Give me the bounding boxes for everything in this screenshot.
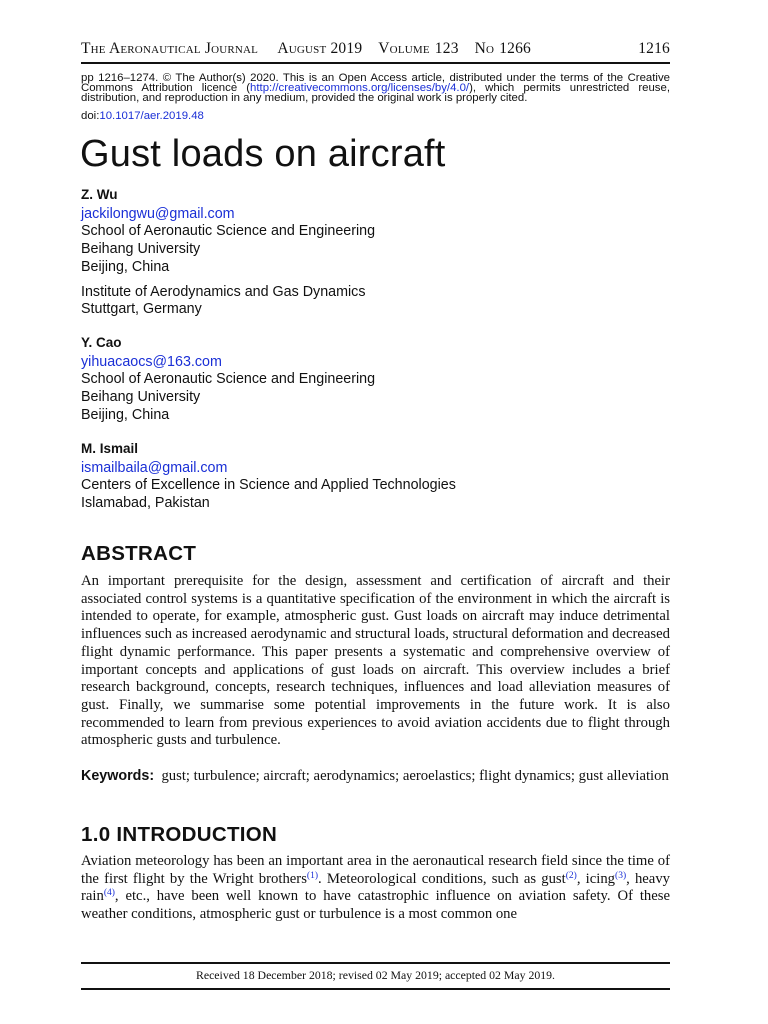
author-email[interactable]: ismailbaila@gmail.com — [81, 459, 228, 476]
footer-rule-bottom — [81, 988, 670, 990]
citation-link[interactable]: (2) — [565, 870, 577, 881]
running-header — [81, 40, 670, 58]
license-link[interactable]: http://creativecommons.org/licenses/by/4.0/ — [250, 82, 470, 95]
author-email[interactable]: jackilongwu@gmail.com — [81, 205, 235, 222]
header-rule — [81, 62, 670, 64]
keywords — [81, 768, 670, 786]
doi-link[interactable]: 10.1017/aer.2019.48 — [99, 110, 204, 122]
footer-rule-top — [81, 962, 670, 964]
affiliation-line: School of Aeronautic Science and Engineering — [81, 223, 376, 240]
doi-line — [81, 110, 204, 122]
received-dates: Received 18 December 2018; revised 02 May 2019; accepted 02 May 2019. — [195, 968, 556, 982]
issue-number: 1266 — [499, 40, 532, 57]
author-block-3 — [81, 440, 456, 513]
intro-text-run: , heavy rain — [81, 870, 671, 905]
introduction-text — [81, 853, 670, 924]
volume-number: 123 — [434, 40, 459, 57]
author-name: M. Ismail — [81, 441, 139, 456]
copyright-text-end: ), which permits unrestricted reuse, distribution, and reproduction in any medium, provided the original work is properly cited. — [81, 82, 670, 105]
citation-link[interactable]: (3) — [615, 870, 627, 881]
author-name: Y. Cao — [81, 335, 122, 350]
author-name: Z. Wu — [81, 187, 118, 202]
intro-text-run: . Meteorological conditions, such as gust — [318, 870, 566, 887]
citation-link[interactable]: (4) — [103, 888, 115, 899]
issue-date: August 2019 — [277, 40, 363, 57]
keywords-label: Keywords: — [81, 768, 155, 784]
affiliation-line: Beihang University — [81, 389, 201, 406]
number-label: No — [474, 40, 495, 57]
introduction-heading: 1.0 INTRODUCTION — [81, 823, 278, 846]
intro-text-run: Aviation meteorology has been an important area in the aeronautical research field since the time of the first flight by the Wright brothers — [81, 853, 670, 887]
journal-citation — [81, 40, 531, 58]
affiliation-line: Institute of Aerodynamics and Gas Dynamics — [81, 283, 366, 300]
affiliation-line: Stuttgart, Germany — [81, 301, 202, 318]
citation-link[interactable]: (1) — [306, 870, 318, 881]
affiliation-line: Beijing, China — [81, 258, 170, 275]
abstract-heading: ABSTRACT — [81, 542, 197, 565]
author-email[interactable]: yihuacaocs@163.com — [81, 353, 222, 370]
author-block-2 — [81, 334, 375, 425]
intro-text-run: , icing — [576, 870, 616, 887]
copyright-text-start: pp 1216–1274. © The Author(s) 2020. This is an Open Access article, distributed under the terms of the Creative Commons Attribution licence ( — [81, 72, 670, 95]
paper-title: Gust loads on aircraft — [80, 133, 446, 175]
keywords-list: gust; turbulence; aircraft; aerodynamics; aeroelastics; flight dynamics; gust alleviation — [161, 768, 669, 784]
copyright-notice — [81, 73, 670, 104]
affiliation-line: Beihang University — [81, 241, 201, 258]
page-number: 1216 — [638, 40, 670, 57]
affiliation-line: Beijing, China — [81, 406, 170, 423]
affiliation-line: School of Aeronautic Science and Engineering — [81, 371, 376, 388]
intro-text-run: , etc., have been well known to have catastrophic influence on aviation safety. Of these weather conditions, atmospheric gust or turbulence is a most common one — [81, 888, 670, 923]
author-block-1 — [81, 186, 375, 319]
abstract-text: An important prerequisite for the design, assessment and certification of aircraft and their associated control systems is a quantitative specification of the environment in which the aircraft is intended to operate, for example, atmospheric gust. Gust loads on aircraft may induce detrimental influences such as increased aerodynamic and structural loads, structural deformation and decreased flight dynamic performance. This paper presents a systematic and comprehensive overview of important concepts and applications of gust loads on aircraft. This overview includes a brief research background, concepts, research techniques, influences and load alleviation measures of gust. Finally, we summarise some potential improvements in the future work. It is also recommended to learn from previous experiences to avoid aviation accidents due to flight through atmospheric gusts and turbulence. — [81, 573, 670, 749]
journal-name: The Aeronautical Journal — [81, 40, 259, 57]
affiliation-line: Islamabad, Pakistan — [81, 495, 210, 512]
volume-label: Volume — [378, 40, 430, 57]
affiliation-line: Centers of Excellence in Science and Applied Technologies — [81, 477, 456, 494]
doi-label: doi: — [81, 110, 100, 122]
